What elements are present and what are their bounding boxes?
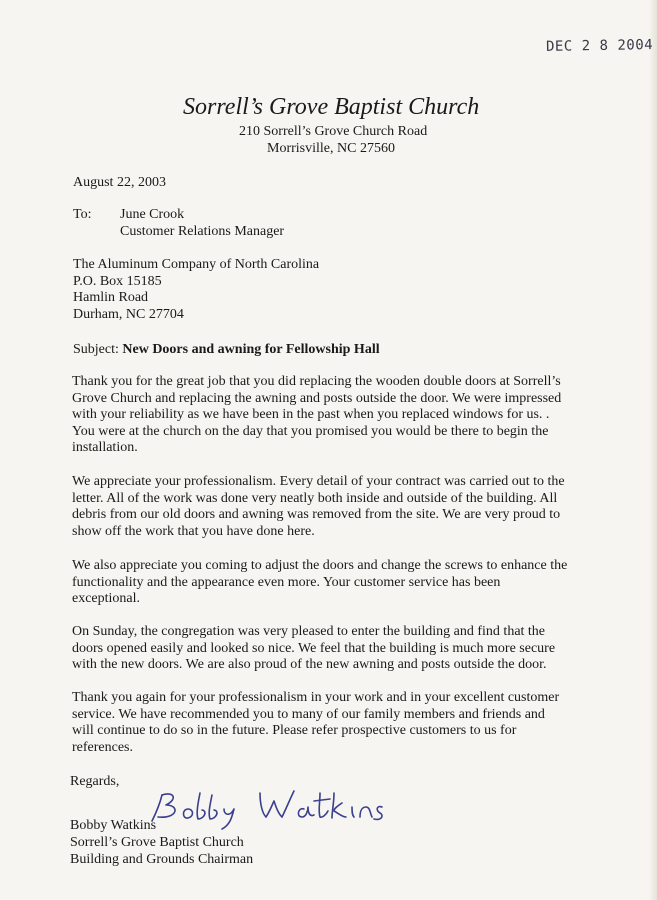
body-paragraph-4 <box>72 624 592 674</box>
church-name: Sorrell’s Grove Baptist Church <box>183 94 480 120</box>
handwritten-signature <box>148 783 388 831</box>
paragraph-line: installation. <box>72 440 138 456</box>
closing: Regards, <box>70 774 120 789</box>
recipient-po-box: P.O. Box 15185 <box>73 274 162 289</box>
paragraph-line: with your reliability as we have been in the past when you replaced windows for us. . <box>72 407 550 423</box>
paragraph-line: We appreciate your professionalism. Every detail of your contract was carried out to the <box>72 474 565 489</box>
paragraph-line: will continue to do so in the future. Please refer prospective customers to us for <box>72 723 517 739</box>
paragraph-line: Grove Church and replacing the awning and posts outside the door. We were impressed <box>72 390 562 406</box>
signer-name: Bobby Watkins <box>70 818 157 833</box>
paragraph-line: On Sunday, the congregation was very pleased to enter the building and find that the <box>72 624 546 639</box>
recipient-title: Customer Relations Manager <box>120 224 285 239</box>
to-label: To: <box>73 207 92 222</box>
body-paragraph-5 <box>72 690 592 756</box>
body-paragraph-1 <box>72 374 592 457</box>
church-address-street: 210 Sorrell’s Grove Church Road <box>239 124 428 139</box>
scan-edge-shadow <box>649 0 657 900</box>
signer-title: Building and Grounds Chairman <box>70 852 254 867</box>
church-address-city: Morrisville, NC 27560 <box>267 141 395 156</box>
paragraph-line: debris from our old doors and awning was removed from the site. We are very proud to <box>72 507 561 523</box>
recipient-city: Durham, NC 27704 <box>73 307 184 322</box>
paragraph-line: show off the work that you have done here. <box>72 523 315 539</box>
paragraph-line: with the new doors. We are also proud of the new awning and posts outside the door. <box>72 657 547 673</box>
recipient-name: June Crook <box>120 207 185 222</box>
body-paragraph-3 <box>72 558 592 608</box>
paragraph-line: exceptional. <box>72 591 141 607</box>
paragraph-line: references. <box>72 739 134 755</box>
body-paragraph-2 <box>72 474 592 540</box>
letter-date: August 22, 2003 <box>73 175 166 190</box>
subject-text: New Doors and awning for Fellowship Hall <box>122 342 380 357</box>
paragraph-line: Thank you again for your professionalism in your work and in your excellent customer <box>72 690 560 705</box>
received-date-stamp: DEC 2 8 2004 <box>545 37 654 55</box>
subject-label: Subject: <box>73 342 119 357</box>
paragraph-line: We also appreciate you coming to adjust the doors and change the screws to enhance the <box>72 558 568 573</box>
subject-line <box>73 342 380 359</box>
paragraph-line: Thank you for the great job that you did replacing the wooden double doors at Sorrell’s <box>72 374 561 389</box>
recipient-company: The Aluminum Company of North Carolina <box>73 257 320 272</box>
paragraph-line: service. We have recommended you to many of our family members and friends and <box>72 706 545 722</box>
paragraph-line: You were at the church on the day that you promised you would be there to begin the <box>72 423 549 439</box>
recipient-road: Hamlin Road <box>73 290 149 305</box>
paragraph-line: letter. All of the work was done very neatly both inside and outside of the building. All <box>72 490 558 506</box>
paragraph-line: functionality and the appearance even more. Your customer service has been <box>72 574 501 590</box>
paragraph-line: doors opened easily and looked so nice. We feel that the building is much more secure <box>72 640 556 656</box>
signer-organization: Sorrell’s Grove Baptist Church <box>70 835 244 850</box>
